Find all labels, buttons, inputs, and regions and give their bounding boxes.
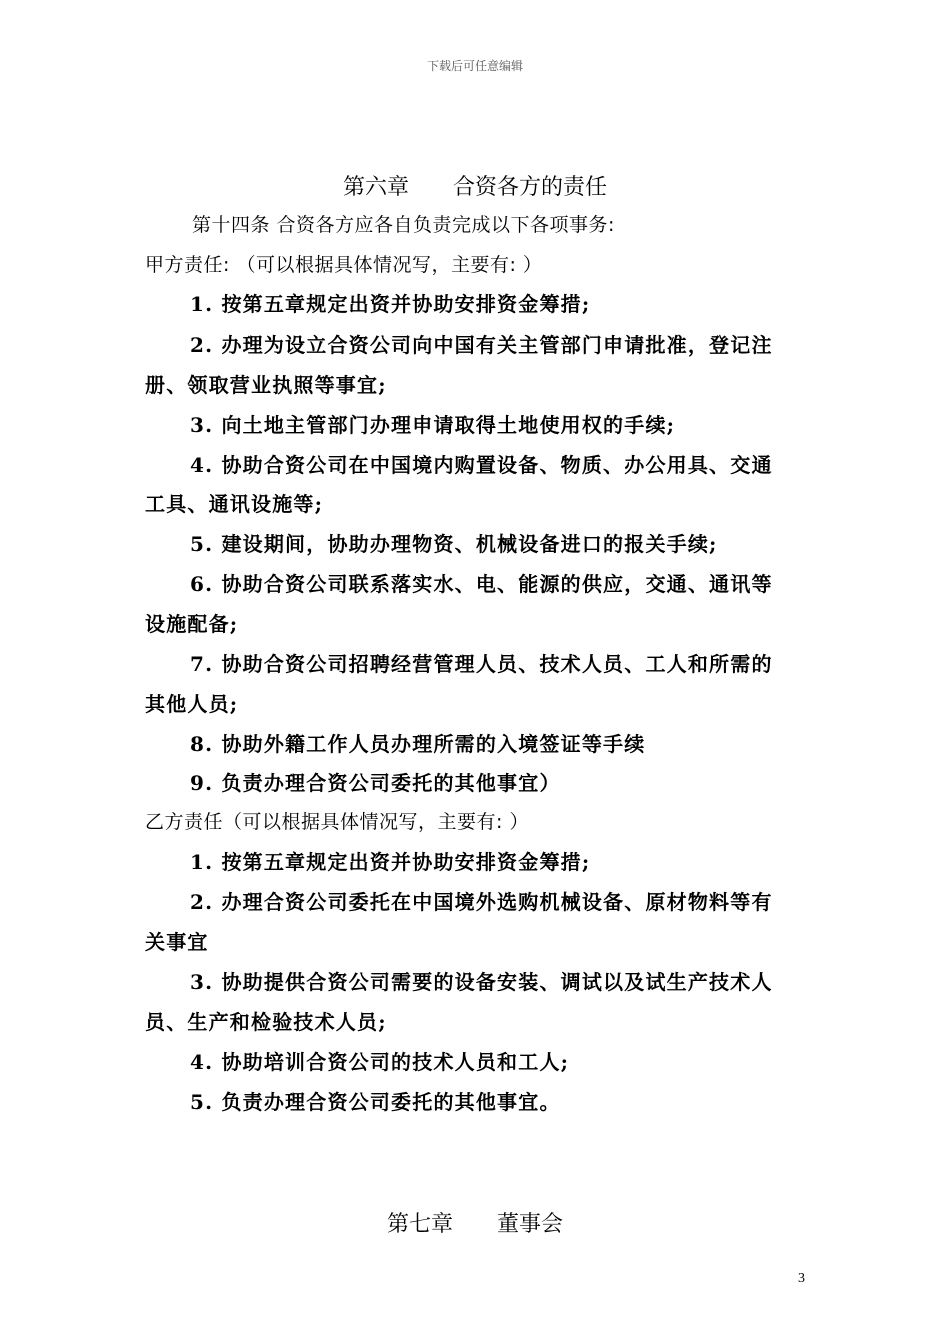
party-a-item-7-cont: 其他人员; — [145, 692, 239, 716]
party-b-item-5: 5. 负责办理合资公司委托的其他事宜。 — [190, 1090, 561, 1114]
party-b-item-2: 2. 办理合资公司委托在中国境外选购机械设备、原材物料等有 — [190, 890, 773, 914]
party-a-item-4-cont: 工具、通讯设施等; — [145, 492, 324, 516]
party-a-item-9: 9. 负责办理合资公司委托的其他事宜） — [190, 771, 561, 795]
party-a-item-6: 6. 协助合资公司联系落实水、电、能源的供应，交通、通讯等 — [190, 572, 773, 596]
party-a-item-8: 8. 协助外籍工作人员办理所需的入境签证等手续 — [190, 732, 646, 756]
party-a-item-1: 1. 按第五章规定出资并协助安排资金筹措; — [190, 292, 591, 316]
party-b-item-3: 3. 协助提供合资公司需要的设备安装、调试以及试生产技术人 — [190, 970, 773, 994]
party-b-item-1: 1. 按第五章规定出资并协助安排资金筹措; — [190, 850, 591, 874]
party-a-heading: 甲方责任: （可以根据具体情况写，主要有: ） — [145, 254, 543, 276]
chapter-7-title: 第七章 董事会 — [386, 1212, 563, 1237]
party-a-item-7: 7. 协助合资公司招聘经营管理人员、技术人员、工人和所需的 — [190, 652, 773, 676]
party-a-item-6-cont: 设施配备; — [145, 612, 239, 636]
party-b-item-2-cont: 关事宜 — [145, 930, 209, 954]
header-note: 下载后可任意编辑 — [426, 59, 523, 73]
party-a-item-3: 3. 向土地主管部门办理申请取得土地使用权的手续; — [190, 413, 676, 437]
party-b-heading: 乙方责任（可以根据具体情况写，主要有: ） — [145, 811, 529, 833]
chapter-6-title: 第六章 合资各方的责任 — [342, 175, 607, 200]
party-b-item-4: 4. 协助培训合资公司的技术人员和工人; — [190, 1050, 570, 1074]
party-a-item-2: 2. 办理为设立合资公司向中国有关主管部门申请批准，登记注 — [190, 333, 773, 357]
party-a-item-4: 4. 协助合资公司在中国境内购置设备、物质、办公用具、交通 — [190, 453, 773, 477]
party-a-item-2-cont: 册、领取营业执照等事宜; — [145, 373, 387, 397]
page-number: 3 — [798, 1271, 805, 1286]
party-b-item-3-cont: 员、生产和检验技术人员; — [145, 1010, 387, 1034]
party-a-item-5: 5. 建设期间，协助办理物资、机械设备进口的报关手续; — [190, 532, 718, 556]
article-14: 第十四条 合资各方应各自负责完成以下各项事务: — [192, 214, 615, 236]
